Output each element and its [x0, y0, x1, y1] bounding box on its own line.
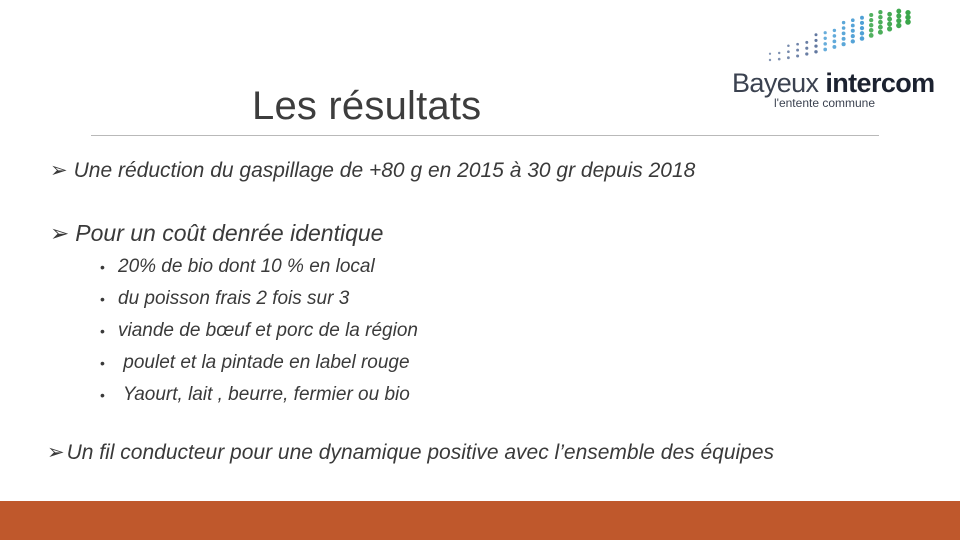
- logo-dot: [833, 40, 837, 44]
- logo-dot: [869, 28, 874, 33]
- logo-dot: [887, 17, 892, 22]
- logo-dot: [851, 39, 855, 43]
- list-item: [100, 349, 418, 381]
- logo-dot: [896, 23, 901, 28]
- dot-bullet-icon: •: [100, 259, 105, 275]
- logo-dot: [851, 18, 855, 22]
- logo-dot: [869, 13, 873, 17]
- logo-dot: [769, 53, 771, 55]
- logo-dot: [860, 31, 864, 35]
- bayeux-intercom-logo: [728, 8, 938, 112]
- bullet-waste-reduction: [50, 158, 695, 183]
- logo-dot: [787, 56, 790, 59]
- list-item: [100, 317, 418, 349]
- logo-dot: [869, 33, 874, 38]
- title-divider: [91, 135, 879, 136]
- logo-dot: [769, 59, 771, 61]
- logo-dot: [905, 15, 910, 20]
- dot-bullet-icon: •: [100, 355, 105, 371]
- logo-dot: [860, 36, 865, 41]
- logo-dot: [832, 45, 836, 49]
- logo-dot: [787, 44, 790, 47]
- dot-bullet-icon: •: [100, 323, 105, 339]
- list-item-text: 20% de bio dont 10 % en local: [118, 256, 375, 277]
- logo-dot: [869, 23, 873, 27]
- logo-dot: [778, 58, 781, 61]
- logo-dot: [878, 25, 883, 30]
- bullet-text: Pour un coût denrée identique: [75, 220, 384, 246]
- logo-brand-part2: intercom: [825, 68, 935, 98]
- bullet-guiding-thread: [47, 440, 774, 465]
- logo-dot: [778, 52, 780, 54]
- bullet-text: Une réduction du gaspillage de +80 g en 2015 à 30 gr depuis 2018: [73, 159, 696, 182]
- slide-title: Les résultats: [252, 84, 482, 128]
- logo-dot: [878, 30, 883, 35]
- logo-tagline: l'entente commune: [774, 96, 876, 110]
- logo-dot: [833, 29, 836, 32]
- logo-dot: [860, 16, 864, 20]
- logo-dot: [815, 33, 818, 36]
- logo-wordmark: [732, 68, 935, 98]
- list-item-text: viande de bœuf et porc de la région: [118, 320, 418, 341]
- list-item: [100, 253, 418, 285]
- logo-dot: [860, 21, 864, 25]
- arrow-bullet-icon: ➢: [50, 220, 70, 246]
- logo-dot: [842, 26, 846, 30]
- logo-dot: [878, 20, 883, 25]
- logo-dot: [796, 54, 799, 57]
- logo-dot: [896, 13, 901, 18]
- arrow-bullet-icon: ➢: [47, 441, 65, 464]
- logo-dot: [905, 19, 911, 25]
- logo-dot: [824, 31, 827, 34]
- logo-dot: [842, 42, 846, 46]
- logo-dot: [823, 42, 827, 46]
- logo-dot: [905, 10, 910, 15]
- footer-bar: [0, 501, 960, 540]
- logo-dot: [860, 26, 864, 30]
- list-item-text: du poisson frais 2 fois sur 3: [118, 288, 350, 309]
- sub-bullet-list: [100, 253, 418, 413]
- logo-dot: [896, 9, 901, 14]
- logo-dot: [814, 50, 817, 53]
- bullet-cost: [50, 220, 383, 247]
- logo-dot: [869, 18, 873, 22]
- bullet-text: Un fil conducteur pour une dynamique positive avec l’ensemble des équipes: [66, 441, 775, 464]
- logo-dot: [887, 26, 892, 31]
- logo-dot: [823, 48, 827, 52]
- logo-dot: [814, 44, 817, 47]
- logo-dot: [824, 37, 827, 40]
- logo-dot: [896, 18, 901, 23]
- logo-dot: [851, 34, 855, 38]
- arrow-bullet-icon: ➢: [50, 159, 68, 182]
- logo-dot: [787, 50, 790, 53]
- logo-dot: [851, 29, 855, 33]
- dot-bullet-icon: •: [100, 291, 105, 307]
- logo-dot: [887, 12, 892, 17]
- list-item-text: Yaourt, lait , beurre, fermier ou bio: [118, 384, 410, 405]
- dot-bullet-icon: •: [100, 387, 105, 403]
- logo-dot: [878, 10, 882, 14]
- logo-dot: [805, 47, 808, 50]
- logo-dot: [851, 24, 855, 28]
- logo-dot: [796, 43, 799, 46]
- logo-dot: [887, 21, 892, 26]
- logo-dot: [814, 39, 817, 42]
- logo-dot: [805, 41, 808, 44]
- logo-brand-part1: Bayeux: [732, 68, 826, 98]
- logo-dot: [833, 34, 837, 38]
- logo-dot: [796, 49, 799, 52]
- logo-dot: [842, 32, 846, 36]
- logo-dot: [878, 15, 882, 19]
- list-item: [100, 381, 418, 413]
- list-item-text: poulet et la pintade en label rouge: [118, 352, 410, 373]
- logo-dot: [805, 52, 808, 55]
- list-item: [100, 285, 418, 317]
- logo-dot: [842, 21, 845, 24]
- logo-dot: [842, 37, 846, 41]
